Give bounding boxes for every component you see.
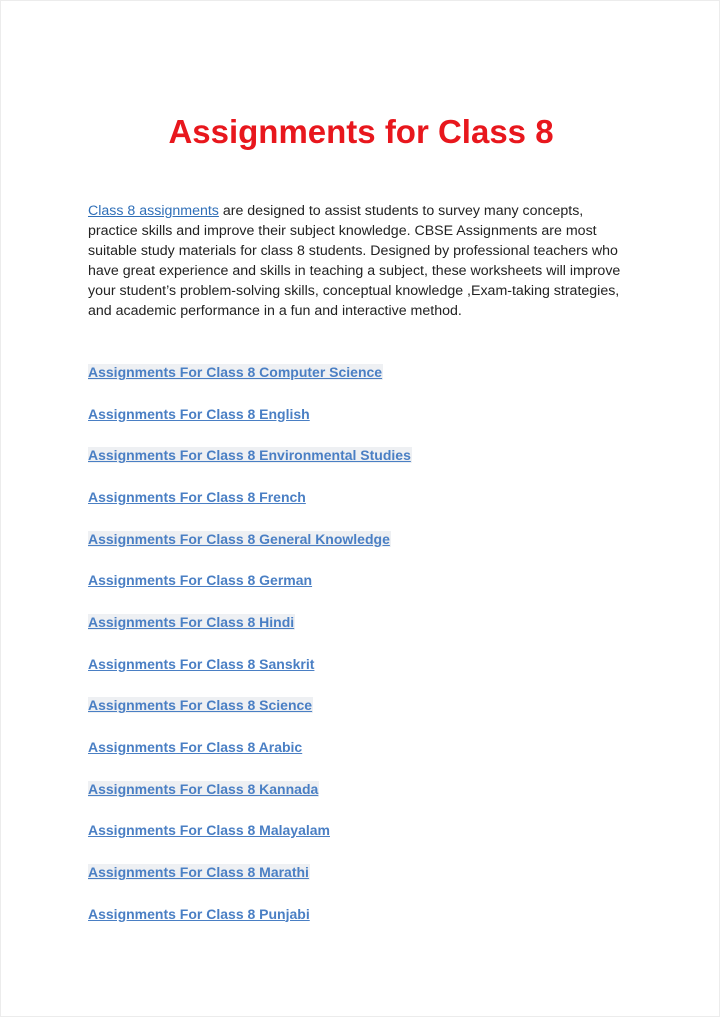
subject-link[interactable]: Assignments For Class 8 Marathi bbox=[88, 863, 309, 880]
subject-link[interactable]: Assignments For Class 8 Science bbox=[88, 697, 313, 714]
intro-paragraph bbox=[88, 201, 633, 321]
page-title: Assignments for Class 8 bbox=[168, 113, 554, 150]
subject-link[interactable]: Assignments For Class 8 Computer Science bbox=[88, 364, 383, 380]
subject-links-list bbox=[88, 363, 412, 946]
list-item bbox=[88, 488, 412, 530]
subject-link[interactable]: Assignments For Class 8 Hindi bbox=[88, 613, 295, 630]
list-item bbox=[88, 530, 412, 572]
subject-link[interactable]: Assignments For Class 8 Malayalam bbox=[88, 822, 330, 839]
list-item bbox=[88, 613, 412, 655]
intro-text: are designed to assist students to survey many concepts, practice skills and improve their subject knowledge. CBSE Assignments are most suitable study materials for class 8 students. Designed by professional teachers who have great experience and skills in teaching a subject, these worksheets will improve your student’s problem-solving skills, conceptual knowledge ,Exam-taking strategies, and academic performance in a fun and interactive method. bbox=[88, 203, 621, 319]
list-item bbox=[88, 738, 412, 780]
subject-link[interactable]: Assignments For Class 8 Kannada bbox=[88, 780, 319, 797]
class-8-assignments-link[interactable]: Class 8 assignments bbox=[88, 203, 219, 219]
list-item bbox=[88, 405, 412, 447]
subject-link[interactable]: Assignments For Class 8 Sanskrit bbox=[88, 655, 315, 672]
subject-link[interactable]: Assignments For Class 8 Environmental Studies bbox=[88, 447, 411, 464]
list-item bbox=[88, 821, 412, 863]
subject-link[interactable]: Assignments For Class 8 German bbox=[88, 572, 313, 589]
list-item bbox=[88, 571, 412, 613]
subject-link[interactable]: Assignments For Class 8 Arabic bbox=[88, 738, 303, 755]
list-item bbox=[88, 780, 412, 822]
list-item bbox=[88, 363, 412, 405]
subject-link[interactable]: Assignments For Class 8 English bbox=[88, 405, 310, 422]
list-item bbox=[88, 446, 412, 488]
list-item bbox=[88, 696, 412, 738]
list-item bbox=[88, 863, 412, 905]
list-item bbox=[88, 655, 412, 697]
subject-link[interactable]: Assignments For Class 8 Punjabi bbox=[88, 905, 310, 922]
subject-link[interactable]: Assignments For Class 8 General Knowledge bbox=[88, 530, 390, 547]
list-item bbox=[88, 905, 412, 947]
subject-link[interactable]: Assignments For Class 8 French bbox=[88, 488, 306, 505]
